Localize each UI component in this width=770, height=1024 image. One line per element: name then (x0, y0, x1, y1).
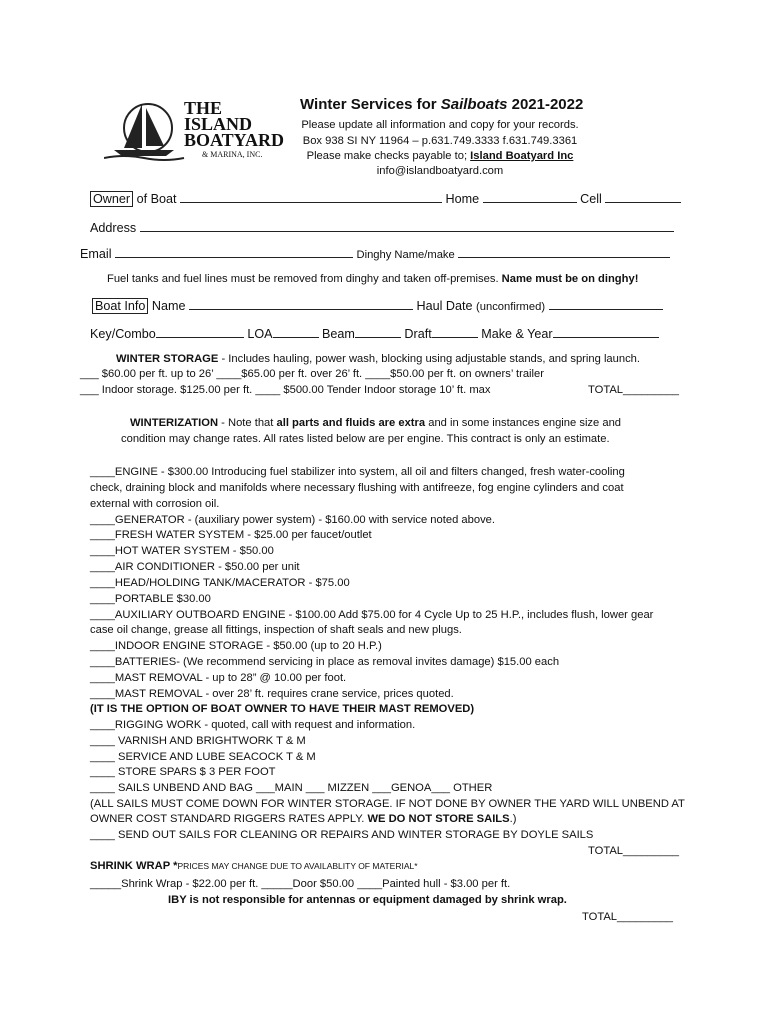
storage-line-1[interactable]: ___ $60.00 per ft. up to 26’ ____$65.00 per ft. over 26’ ft. ____$50.00 per ft. on owners’ trailer (80, 368, 544, 380)
header-line-2: Box 938 SI NY 11964 – p.631.749.3333 f.631.749.3361 (302, 135, 578, 147)
cell-label: Cell (580, 192, 602, 206)
boat-specs-row (90, 325, 659, 341)
header-line-1: Please update all information and copy for your records. (301, 119, 579, 131)
service-fresh-water[interactable]: ____FRESH WATER SYSTEM - $25.00 per faucet/outlet (90, 529, 372, 541)
winterization-desc-rest: and in some instances engine size and (425, 417, 622, 429)
page-title (300, 96, 583, 113)
service-portable[interactable]: ____PORTABLE $30.00 (90, 593, 211, 605)
draft-field[interactable] (432, 325, 478, 338)
key-combo-field[interactable] (156, 325, 244, 338)
service-head-holding[interactable]: ____HEAD/HOLDING TANK/MACERATOR - $75.00 (90, 577, 350, 589)
draft-label: Draft (404, 327, 432, 341)
shrink-note: PRICES MAY CHANGE DUE TO AVAILABLITY OF MATERIAL* (177, 861, 418, 871)
service-aux-outboard-cont: case oil change, grease all fittings, inspection of shaft seals and new plugs. (90, 624, 462, 636)
beam-field[interactable] (355, 325, 401, 338)
service-batteries[interactable]: ____BATTERIES- (We recommend servicing in place as removal invites damage) $15.00 each (90, 656, 560, 668)
cell-phone-field[interactable] (605, 190, 681, 203)
owner-name-field[interactable] (180, 190, 442, 203)
haul-date-field[interactable] (549, 297, 663, 310)
service-engine-cont-2: external with corrosion oil. (90, 498, 220, 510)
loa-field[interactable] (273, 325, 319, 338)
address-row (90, 219, 674, 235)
sails-note-2c: .) (509, 813, 517, 825)
payable-to-label: Please make checks payable to; (306, 150, 471, 162)
email-label: Email (80, 247, 112, 261)
home-phone-field[interactable] (483, 190, 577, 203)
boat-info-label: Boat Info (92, 298, 148, 314)
shrink-heading-row (90, 859, 418, 873)
storage-heading: WINTER STORAGE (116, 353, 219, 365)
email-row (80, 245, 670, 262)
sails-note-2b: WE DO NOT STORE SAILS (367, 813, 510, 825)
logo-line-2: ISLAND (184, 114, 253, 134)
boat-name-label: Name (151, 299, 186, 313)
boat-info-row (92, 297, 663, 314)
logo-line-1: THE (184, 98, 223, 118)
mast-option-note: (IT IS THE OPTION OF BOAT OWNER TO HAVE THEIR MAST REMOVED) (90, 703, 475, 715)
service-aux-outboard[interactable]: ____AUXILIARY OUTBOARD ENGINE - $100.00 Add $75.00 for 4 Cycle Up to 25 H.P., includes flush, lower gear (90, 609, 654, 621)
service-rigging[interactable]: ____RIGGING WORK - quoted, call with request and information. (90, 719, 416, 731)
loa-label: LOA (247, 327, 273, 341)
address-label: Address (90, 221, 137, 235)
winterization-line-1 (130, 416, 621, 430)
sails-note-2a: OWNER COST STANDARD RIGGERS RATES APPLY. (90, 813, 368, 825)
winterization-line-2: condition may change rates. All rates listed below are per engine. This contract is only an estimate. (121, 433, 610, 445)
beam-label: Beam (322, 327, 355, 341)
service-air-conditioner[interactable]: ____AIR CONDITIONER - $50.00 per unit (90, 561, 300, 573)
haul-date-label: Haul Date (416, 299, 473, 313)
owner-row (90, 190, 681, 206)
service-varnish[interactable]: ____ VARNISH AND BRIGHTWORK T & M (90, 735, 306, 747)
storage-heading-row (116, 352, 640, 366)
shrink-disclaimer: IBY is not responsible for antennas or equipment damaged by shrink wrap. (168, 894, 567, 906)
fuel-note (107, 272, 638, 286)
winterization-desc-1: - Note that (218, 417, 277, 429)
winterization-heading: WINTERIZATION (130, 417, 219, 429)
services-total[interactable]: TOTAL_________ (588, 845, 680, 857)
service-mast-removal-2[interactable]: ____MAST REMOVAL - over 28’ ft. requires crane service, prices quoted. (90, 688, 454, 700)
payable-to-name: Island Boatyard Inc (470, 150, 574, 162)
service-mast-removal-1[interactable]: ____MAST REMOVAL - up to 28” @ 10.00 per foot. (90, 672, 347, 684)
service-sails-unbend[interactable]: ____ SAILS UNBEND AND BAG ___MAIN ___ MIZZEN ___GENOA___ OTHER (90, 782, 493, 794)
logo-line-3: BOATYARD (184, 130, 285, 150)
home-label: Home (445, 192, 480, 206)
of-boat-label: of Boat (136, 192, 177, 206)
island-boatyard-logo (104, 98, 285, 164)
dinghy-label: Dinghy Name/make (356, 249, 455, 261)
service-hot-water[interactable]: ____HOT WATER SYSTEM - $50.00 (90, 545, 274, 557)
boat-name-field[interactable] (189, 297, 413, 310)
storage-desc: - Includes hauling, power wash, blocking using adjustable stands, and spring launch. (218, 353, 641, 365)
title-suffix: 2021-2022 (507, 96, 584, 113)
make-year-label: Make & Year (481, 327, 553, 341)
service-seacock[interactable]: ____ SERVICE AND LUBE SEACOCK T & M (90, 751, 316, 763)
service-engine-cont: check, draining block and manifolds where necessary flushing with antifreeze, fog engine cylinders and coat (90, 482, 624, 494)
owner-label: Owner (90, 191, 133, 207)
storage-line-2[interactable]: ___ Indoor storage. $125.00 per ft. ____ $500.00 Tender Indoor storage 10’ ft. max (80, 384, 491, 396)
haul-unconfirmed: (unconfirmed) (476, 301, 546, 313)
sails-note-2 (90, 812, 516, 826)
key-combo-label: Key/Combo (90, 327, 156, 341)
sails-note-1: (ALL SAILS MUST COME DOWN FOR WINTER STORAGE. IF NOT DONE BY OWNER THE YARD WILL UNBEND AT (90, 798, 685, 810)
service-generator[interactable]: ____GENERATOR - (auxiliary power system) - $160.00 with service noted above. (90, 514, 495, 526)
shrink-heading: SHRINK WRAP * (90, 860, 178, 872)
service-spars[interactable]: ____ STORE SPARS $ 3 PER FOOT (90, 766, 276, 778)
service-doyle[interactable]: ____ SEND OUT SAILS FOR CLEANING OR REPAIRS AND WINTER STORAGE BY DOYLE SAILS (90, 829, 594, 841)
shrink-total[interactable]: TOTAL_________ (582, 911, 674, 923)
header-line-3 (290, 149, 590, 163)
title-italic: Sailboats (440, 96, 508, 113)
address-field[interactable] (140, 219, 674, 232)
fuel-note-bold: Name must be on dinghy! (501, 273, 639, 285)
fuel-note-text: Fuel tanks and fuel lines must be removed from dinghy and taken off-premises. (107, 273, 499, 285)
winterization-desc-bold: all parts and fluids are extra (276, 417, 426, 429)
make-year-field[interactable] (553, 325, 659, 338)
storage-total[interactable]: TOTAL_________ (588, 384, 680, 396)
header-email: info@islandboatyard.com (376, 165, 504, 177)
shrink-line[interactable]: _____Shrink Wrap - $22.00 per ft. _____Door $50.00 ____Painted hull - $3.00 per ft. (90, 878, 511, 890)
title-prefix: Winter Services for (300, 96, 441, 113)
logo-line-4: & MARINA, INC. (202, 150, 263, 159)
dinghy-field[interactable] (458, 245, 670, 258)
email-field[interactable] (115, 245, 353, 258)
service-indoor-engine[interactable]: ____INDOOR ENGINE STORAGE - $50.00 (up to 20 H.P.) (90, 640, 382, 652)
service-engine[interactable]: ____ENGINE - $300.00 Introducing fuel stabilizer into system, all oil and filters changed, fresh water-cooling (90, 466, 625, 478)
